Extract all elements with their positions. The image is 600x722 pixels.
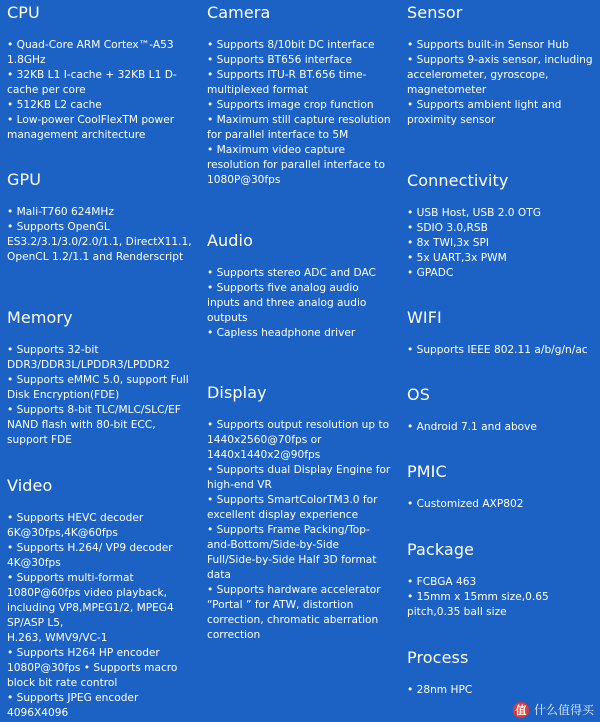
spec-line: • Supports H.264/ VP9 decoder xyxy=(7,542,173,554)
spec-line: 1080P@60fps video playback, xyxy=(7,587,168,599)
spec-list xyxy=(7,38,197,143)
spec-list xyxy=(7,205,197,265)
spec-line: • Supports eMMC 5.0, support Full xyxy=(7,374,189,386)
section-display xyxy=(207,383,397,643)
spec-line: • Supports 9-axis sensor, including xyxy=(407,54,593,66)
spec-line: • GPADC xyxy=(407,267,454,279)
section-sensor xyxy=(407,3,597,128)
spec-line: • Supports output resolution up to xyxy=(207,419,390,431)
spec-line: for parallel interface to 5M xyxy=(207,129,349,141)
spec-line: NAND flash with 80-bit ECC, xyxy=(7,419,156,431)
spec-line: • Supports 32-bit xyxy=(7,344,99,356)
section-memory xyxy=(7,308,197,448)
spec-line: • Supports hardware accelerator xyxy=(207,584,381,596)
spec-line: H.263, WMV9/VC-1 xyxy=(7,632,108,644)
spec-line: block bit rate control xyxy=(7,677,118,689)
watermark xyxy=(513,701,594,718)
section-title: PMIC xyxy=(407,462,447,481)
spec-line: • Supports H264 HP encoder xyxy=(7,647,160,659)
spec-line: management architecture xyxy=(7,129,146,141)
spec-line: • Supports Frame Packing/Top- xyxy=(207,524,370,536)
spec-line: • 512KB L2 cache xyxy=(7,99,102,111)
spec-line: multiplexed format xyxy=(207,84,308,96)
spec-line: • Supports JPEG encoder xyxy=(7,692,139,704)
spec-line: • Low-power CoolFlexTM power xyxy=(7,114,175,126)
section-title: Audio xyxy=(207,231,253,250)
spec-line: • 8x TWI,3x SPI xyxy=(407,237,490,249)
spec-line: • 32KB L1 I-cache + 32KB L1 D- xyxy=(7,69,177,81)
spec-line: ES3.2/3.1/3.0/2.0/1.1, DirectX11.1, xyxy=(7,236,192,248)
spec-list xyxy=(407,420,597,435)
section-pmic xyxy=(407,462,597,512)
section-title: Camera xyxy=(207,3,271,22)
spec-line: correction, chromatic aberration xyxy=(207,614,379,626)
section-title: GPU xyxy=(7,170,42,189)
spec-line: “Portal ” for ATW, distortion xyxy=(207,599,354,611)
spec-line: • Supports stereo ADC and DAC xyxy=(207,267,376,279)
spec-line: • FCBGA 463 xyxy=(407,576,477,588)
spec-line: • Supports image crop function xyxy=(207,99,374,111)
spec-line: • Maximum video capture xyxy=(207,144,346,156)
spec-list xyxy=(207,266,397,341)
spec-line: • Quad-Core ARM Cortex™-A53 xyxy=(7,39,174,51)
spec-line: SP/ASP L5, xyxy=(7,617,64,629)
section-title: Package xyxy=(407,540,475,559)
spec-line: • 15mm x 15mm size,0.65 xyxy=(407,591,549,603)
spec-line: • Supports HEVC decoder xyxy=(7,512,144,524)
section-connectivity xyxy=(407,171,597,281)
section-os xyxy=(407,385,597,435)
spec-list xyxy=(407,683,597,698)
spec-line: • Supports 8-bit TLC/MLC/SLC/EF xyxy=(7,404,181,416)
spec-line: 1080P@30fps xyxy=(207,174,281,186)
spec-line: 4096X4096 xyxy=(7,707,69,719)
spec-line: outputs xyxy=(207,312,248,324)
section-title: Video xyxy=(7,476,53,495)
spec-line: • Supports 8/10bit DC interface xyxy=(207,39,375,51)
spec-line: accelerometer, gyroscope, xyxy=(407,69,549,81)
section-title: WIFI xyxy=(407,308,442,327)
spec-line: Full/Side-by-Side Half 3D format xyxy=(207,554,377,566)
spec-line: 1080P@30fps • Supports macro xyxy=(7,662,178,674)
spec-line: resolution for parallel interface to xyxy=(207,159,385,171)
spec-list xyxy=(207,418,397,643)
section-title: Process xyxy=(407,648,469,667)
spec-line: 6K@30fps,4K@60fps xyxy=(7,527,118,539)
spec-line: 4K@30fps xyxy=(7,557,61,569)
spec-line: • Supports five analog audio xyxy=(207,282,359,294)
section-title: Connectivity xyxy=(407,171,509,190)
section-gpu xyxy=(7,170,197,265)
section-audio xyxy=(207,231,397,341)
spec-line: 1440x2560@70fps or xyxy=(207,434,322,446)
smzdm-logo-icon: 值 xyxy=(513,702,529,718)
spec-line: 1440x1440x2@90fps xyxy=(207,449,321,461)
section-camera xyxy=(207,3,397,188)
spec-list xyxy=(407,497,597,512)
spec-list xyxy=(207,38,397,188)
spec-list xyxy=(7,511,197,721)
spec-line: inputs and three analog audio xyxy=(207,297,367,309)
spec-line: DDR3/DDR3L/LPDDR3/LPDDR2 xyxy=(7,359,170,371)
section-process xyxy=(407,648,597,698)
watermark-text: 什么值得买 xyxy=(533,703,594,717)
spec-line: 1.8GHz xyxy=(7,54,46,66)
spec-line: OpenCL 1.2/1.1 and Renderscript xyxy=(7,251,184,263)
spec-line: • Customized AXP802 xyxy=(407,498,524,510)
spec-line: including VP8,MPEG1/2, MPEG4 xyxy=(7,602,174,614)
spec-line: • 28nm HPC xyxy=(407,684,473,696)
spec-line: • Mali-T760 624MHz xyxy=(7,206,114,218)
spec-line: magnetometer xyxy=(407,84,487,96)
section-package xyxy=(407,540,597,620)
spec-line: correction xyxy=(207,629,261,641)
section-wifi xyxy=(407,308,597,358)
spec-line: • SDIO 3.0,RSB xyxy=(407,222,488,234)
spec-line: • Supports SmartColorTM3.0 for xyxy=(207,494,378,506)
spec-line: • Supports ITU-R BT.656 time- xyxy=(207,69,367,81)
spec-line: • Supports multi-format xyxy=(7,572,134,584)
section-title: Sensor xyxy=(407,3,463,22)
spec-list xyxy=(407,343,597,358)
spec-line: • Supports built-in Sensor Hub xyxy=(407,39,569,51)
spec-line: • Maximum still capture resolution xyxy=(207,114,391,126)
spec-list xyxy=(407,38,597,128)
spec-line: • Supports IEEE 802.11 a/b/g/n/ac xyxy=(407,344,588,356)
spec-list xyxy=(7,343,197,448)
section-title: Memory xyxy=(7,308,73,327)
spec-line: • Supports dual Display Engine for xyxy=(207,464,391,476)
spec-line: • Supports ambient light and xyxy=(407,99,562,111)
section-title: Display xyxy=(207,383,267,402)
spec-line: excellent display experience xyxy=(207,509,359,521)
spec-line: • Android 7.1 and above xyxy=(407,421,537,433)
spec-list xyxy=(407,575,597,620)
spec-line: • Supports BT656 interface xyxy=(207,54,352,66)
spec-line: cache per core xyxy=(7,84,86,96)
spec-list xyxy=(407,206,597,281)
section-title: CPU xyxy=(7,3,40,22)
spec-line: • USB Host, USB 2.0 OTG xyxy=(407,207,541,219)
spec-line: support FDE xyxy=(7,434,72,446)
section-video xyxy=(7,476,197,721)
spec-line: and-Bottom/Side-by-Side xyxy=(207,539,340,551)
section-title: OS xyxy=(407,385,430,404)
spec-line: • Capless headphone driver xyxy=(207,327,356,339)
spec-line: Disk Encryption(FDE) xyxy=(7,389,120,401)
spec-line: proximity sensor xyxy=(407,114,496,126)
spec-line: high-end VR xyxy=(207,479,272,491)
spec-line: • Supports OpenGL xyxy=(7,221,110,233)
spec-line: pitch,0.35 ball size xyxy=(407,606,507,618)
section-cpu xyxy=(7,3,197,143)
spec-line: • 5x UART,3x PWM xyxy=(407,252,507,264)
spec-line: data xyxy=(207,569,231,581)
